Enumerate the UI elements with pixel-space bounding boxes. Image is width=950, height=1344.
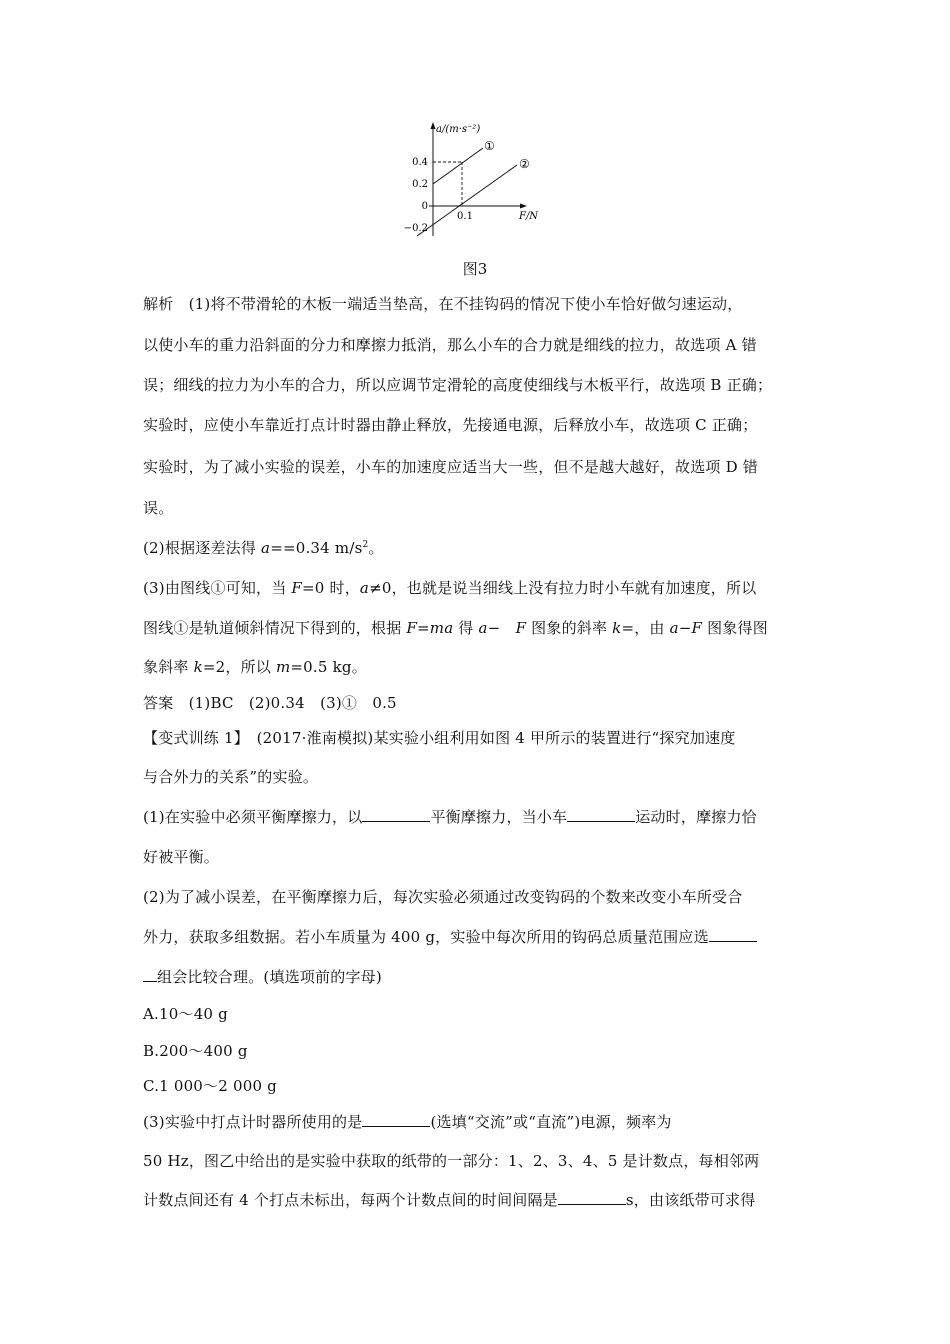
question-2-line: (2)为了减小误差，在平衡摩擦力后，每次实验必须通过改变钩码的个数来改变小车所受合: [143, 888, 743, 906]
answer-blank[interactable]: [558, 1190, 626, 1205]
analysis-part-3-line: (3)由图线①可知，当 F=0 时，a≠0，也就是说当细线上没有拉力时小车就有加速度，所以: [143, 579, 757, 597]
exercise-heading: 【变式训练 1】 (2017·淮南模拟)某实验小组利用如图 4 甲所示的装置进行“探究加速度: [143, 729, 736, 747]
answer-blank[interactable]: [143, 967, 157, 982]
y-axis-label: a/(m·s⁻²): [436, 124, 481, 135]
x-tick-label: 0.1: [457, 211, 473, 222]
a-f-graph: [395, 118, 555, 240]
question-2-line: 外力，获取多组数据。若小车质量为 400 g，实验中每次所用的钩码总质量范围应选: [143, 926, 757, 947]
analysis-part-3-line: 象斜率 k=2，所以 m=0.5 kg。: [143, 658, 367, 676]
line-2-label: ②: [519, 157, 530, 171]
analysis-line: 误；细线的拉力为小车的合力，所以应调节定滑轮的高度使细线与木板平行，故选项 B 正确；: [143, 376, 773, 394]
answer-blank[interactable]: [709, 927, 757, 942]
option-c: C.1 000～2 000 g: [143, 1077, 277, 1095]
analysis-label: 解析: [143, 295, 174, 313]
exercise-line: 与合外力的关系”的实验。: [143, 768, 319, 786]
question-2-line: 组会比较合理。(填选项前的字母): [143, 966, 382, 987]
analysis-line: 以使小车的重力沿斜面的分力和摩擦力抵消，那么小车的合力就是细线的拉力，故选项 A 错: [143, 336, 757, 354]
question-1-line: (1)在实验中必须平衡摩擦力，以 平衡摩擦力，当小车 运动时，摩擦力恰: [143, 808, 757, 826]
exercise-title: 【变式训练 1】: [143, 729, 242, 747]
answer-blank[interactable]: [362, 1112, 430, 1127]
line-1-label: ①: [484, 139, 495, 153]
answer-line: 答案 (1)BC (2)0.34 (3)① 0.5: [143, 694, 397, 712]
y-tick-label: 0: [421, 201, 428, 212]
analysis-line: 误。: [143, 499, 174, 517]
question-3-line: 计数点间还有 4 个打点未标出，每两个计数点间的时间间隔是 s，由该纸带可求得: [143, 1191, 756, 1209]
line-2: [417, 165, 517, 236]
analysis-line: 解析 (1)将不带滑轮的木板一端适当垫高，在不挂钩码的情况下使小车恰好做匀速运动，: [143, 295, 743, 313]
question-3-line: 50 Hz，图乙中给出的是实验中获取的纸带的一部分：1、2、3、4、5 是计数点，每相邻两: [143, 1152, 760, 1170]
y-tick-label: −0.2: [403, 223, 428, 234]
y-tick-label: 0.4: [412, 157, 428, 168]
answer-blank[interactable]: [362, 807, 430, 822]
analysis-part-2: (2)根据逐差法得 a==0.34 $m/s^2$。: [143, 539, 384, 557]
x-axis-label: F/N: [519, 211, 539, 222]
y-tick-label: 0.2: [412, 179, 428, 190]
graph-figure: [395, 118, 555, 240]
option-b: B.200～400 g: [143, 1042, 248, 1060]
option-a: A.10～40 g: [143, 1005, 228, 1023]
y-axis-arrow: [431, 122, 436, 129]
line-1: [433, 148, 483, 184]
analysis-part-3-line: 图线①是轨道倾斜情况下得到的，根据 F=ma 得 a− F 图象的斜率 k=，由 a−F 图象得图: [143, 619, 768, 637]
analysis-line: 实验时，为了减小实验的误差，小车的加速度应适当大一些，但不是越大越好，故选项 D 错: [143, 458, 758, 476]
question-3-line: (3)实验中打点计时器所使用的是 (选填“交流”或“直流”)电源，频率为: [143, 1113, 672, 1131]
figure-caption: 图3: [462, 260, 488, 278]
analysis-line: 实验时，应使小车靠近打点计时器由静止释放，先接通电源，后释放小车，故选项 C 正确；: [143, 416, 758, 434]
x-axis-arrow: [520, 204, 527, 209]
question-1-line: 好被平衡。: [143, 848, 220, 866]
answer-blank[interactable]: [567, 807, 635, 822]
